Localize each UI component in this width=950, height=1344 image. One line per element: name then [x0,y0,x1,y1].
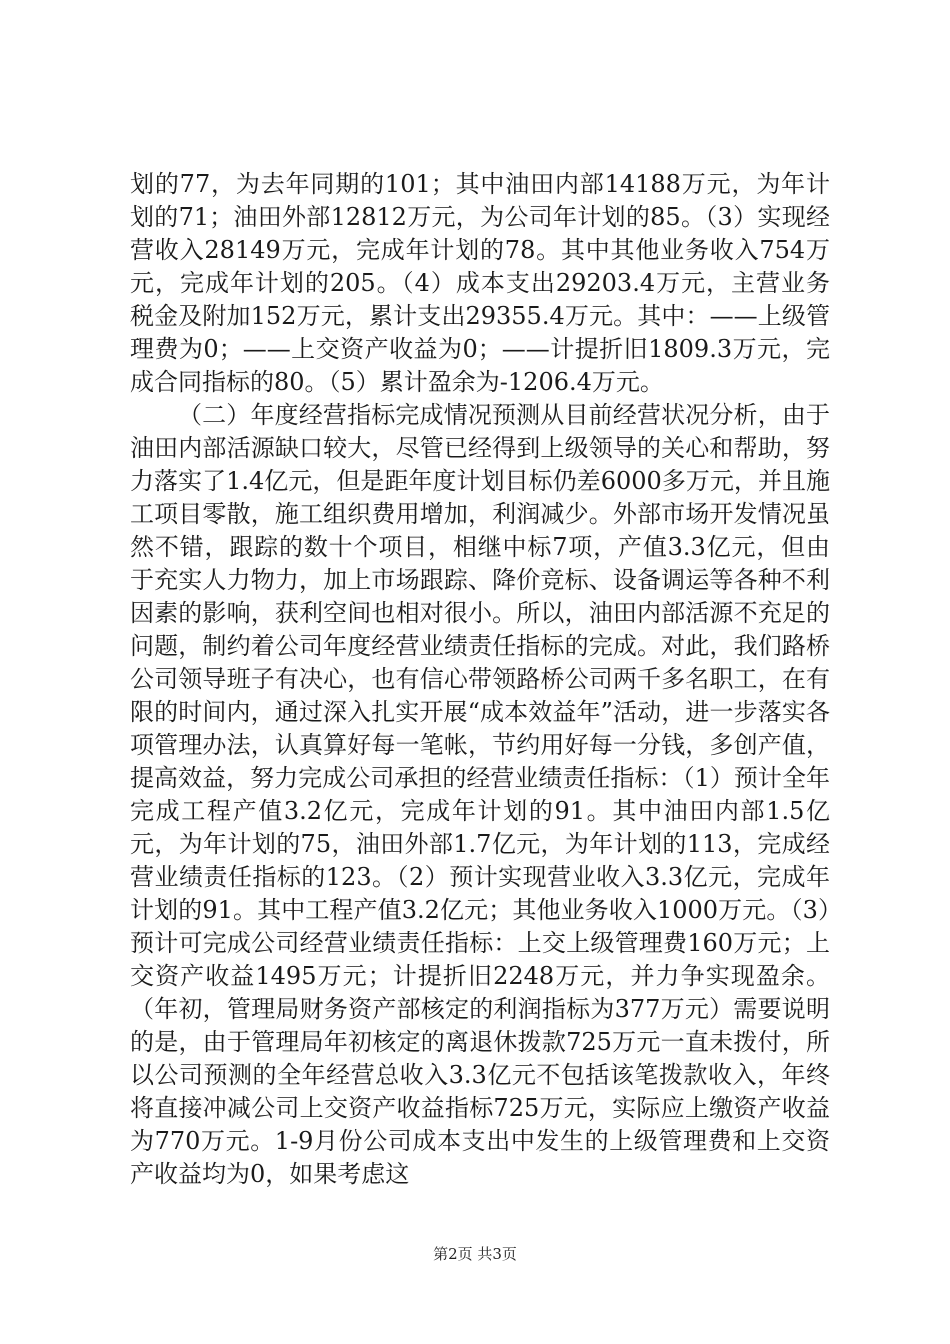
page-number: 第2页 共3页 [433,1245,517,1263]
paragraph-forecast: （二）年度经营指标完成情况预测从目前经营状况分析，由于油田内部活源缺口较大，尽管已经得到上级领导的关心和帮助，努力落实了1.4亿元，但是距年度计划目标仍差6000多万元，并且施工项目零散，施工组织费用增加，利润减少。外部市场开发情况虽然不错，跟踪的数十个项目，相继中标7项，产值3.3亿元，但由于充实人力物力，加上市场跟踪、降价竞标、设备调运等各种不利因素的影响，获利空间也相对很小。所以，油田内部活源不充足的问题，制约着公司年度经营业绩责任指标的完成。对此，我们路桥公司领导班子有决心，也有信心带领路桥公司两千多名职工，在有限的时间内，通过深入扎实开展“成本效益年”活动，进一步落实各项管理办法，认真算好每一笔帐，节约用好每一分钱，多创产值，提高效益，努力完成公司承担的经营业绩责任指标：（1）预计全年完成工程产值3.2亿元，完成年计划的91。其中油田内部1.5亿元，为年计划的75，油田外部1.7亿元，为年计划的113，完成经营业绩责任指标的123。（2）预计实现营业收入3.3亿元，完成年计划的91。其中工程产值3.2亿元；其他业务收入1000万元。（3）预计可完成公司经营业绩责任指标：上交上级管理费160万元；上交资产收益1495万元；计提折旧2248万元，并力争实现盈余。（年初，管理局财务资产部核定的利润指标为377万元）需要说明的是，由于管理局年初核定的离退休拨款725万元一直未拨付，所以公司预测的全年经营总收入3.3亿元不包括该笔拨款收入，年终将直接冲减公司上交资产收益指标725万元，实际应上缴资产收益为770万元。1-9月份公司成本支出中发生的上级管理费和上交资产收益均为0，如果考虑这 [130,401,830,1188]
paragraph-continued: 划的77，为去年同期的101；其中油田内部14188万元，为年计划的71；油田外部12812万元，为公司年计划的85。（3）实现经营收入28149万元，完成年计划的78。其中其他业务收入754万元，完成年计划的205。（4）成本支出29203.4万元，主营业务税金及附加152万元，累计支出29355.4万元。其中：——上级管理费为0；——上交资产收益为0；——计提折旧1809.3万元，完成合同指标的80。（5）累计盈余为-1206.4万元。 [130,170,830,396]
document-body [130,168,830,1191]
page-footer [0,1244,950,1264]
